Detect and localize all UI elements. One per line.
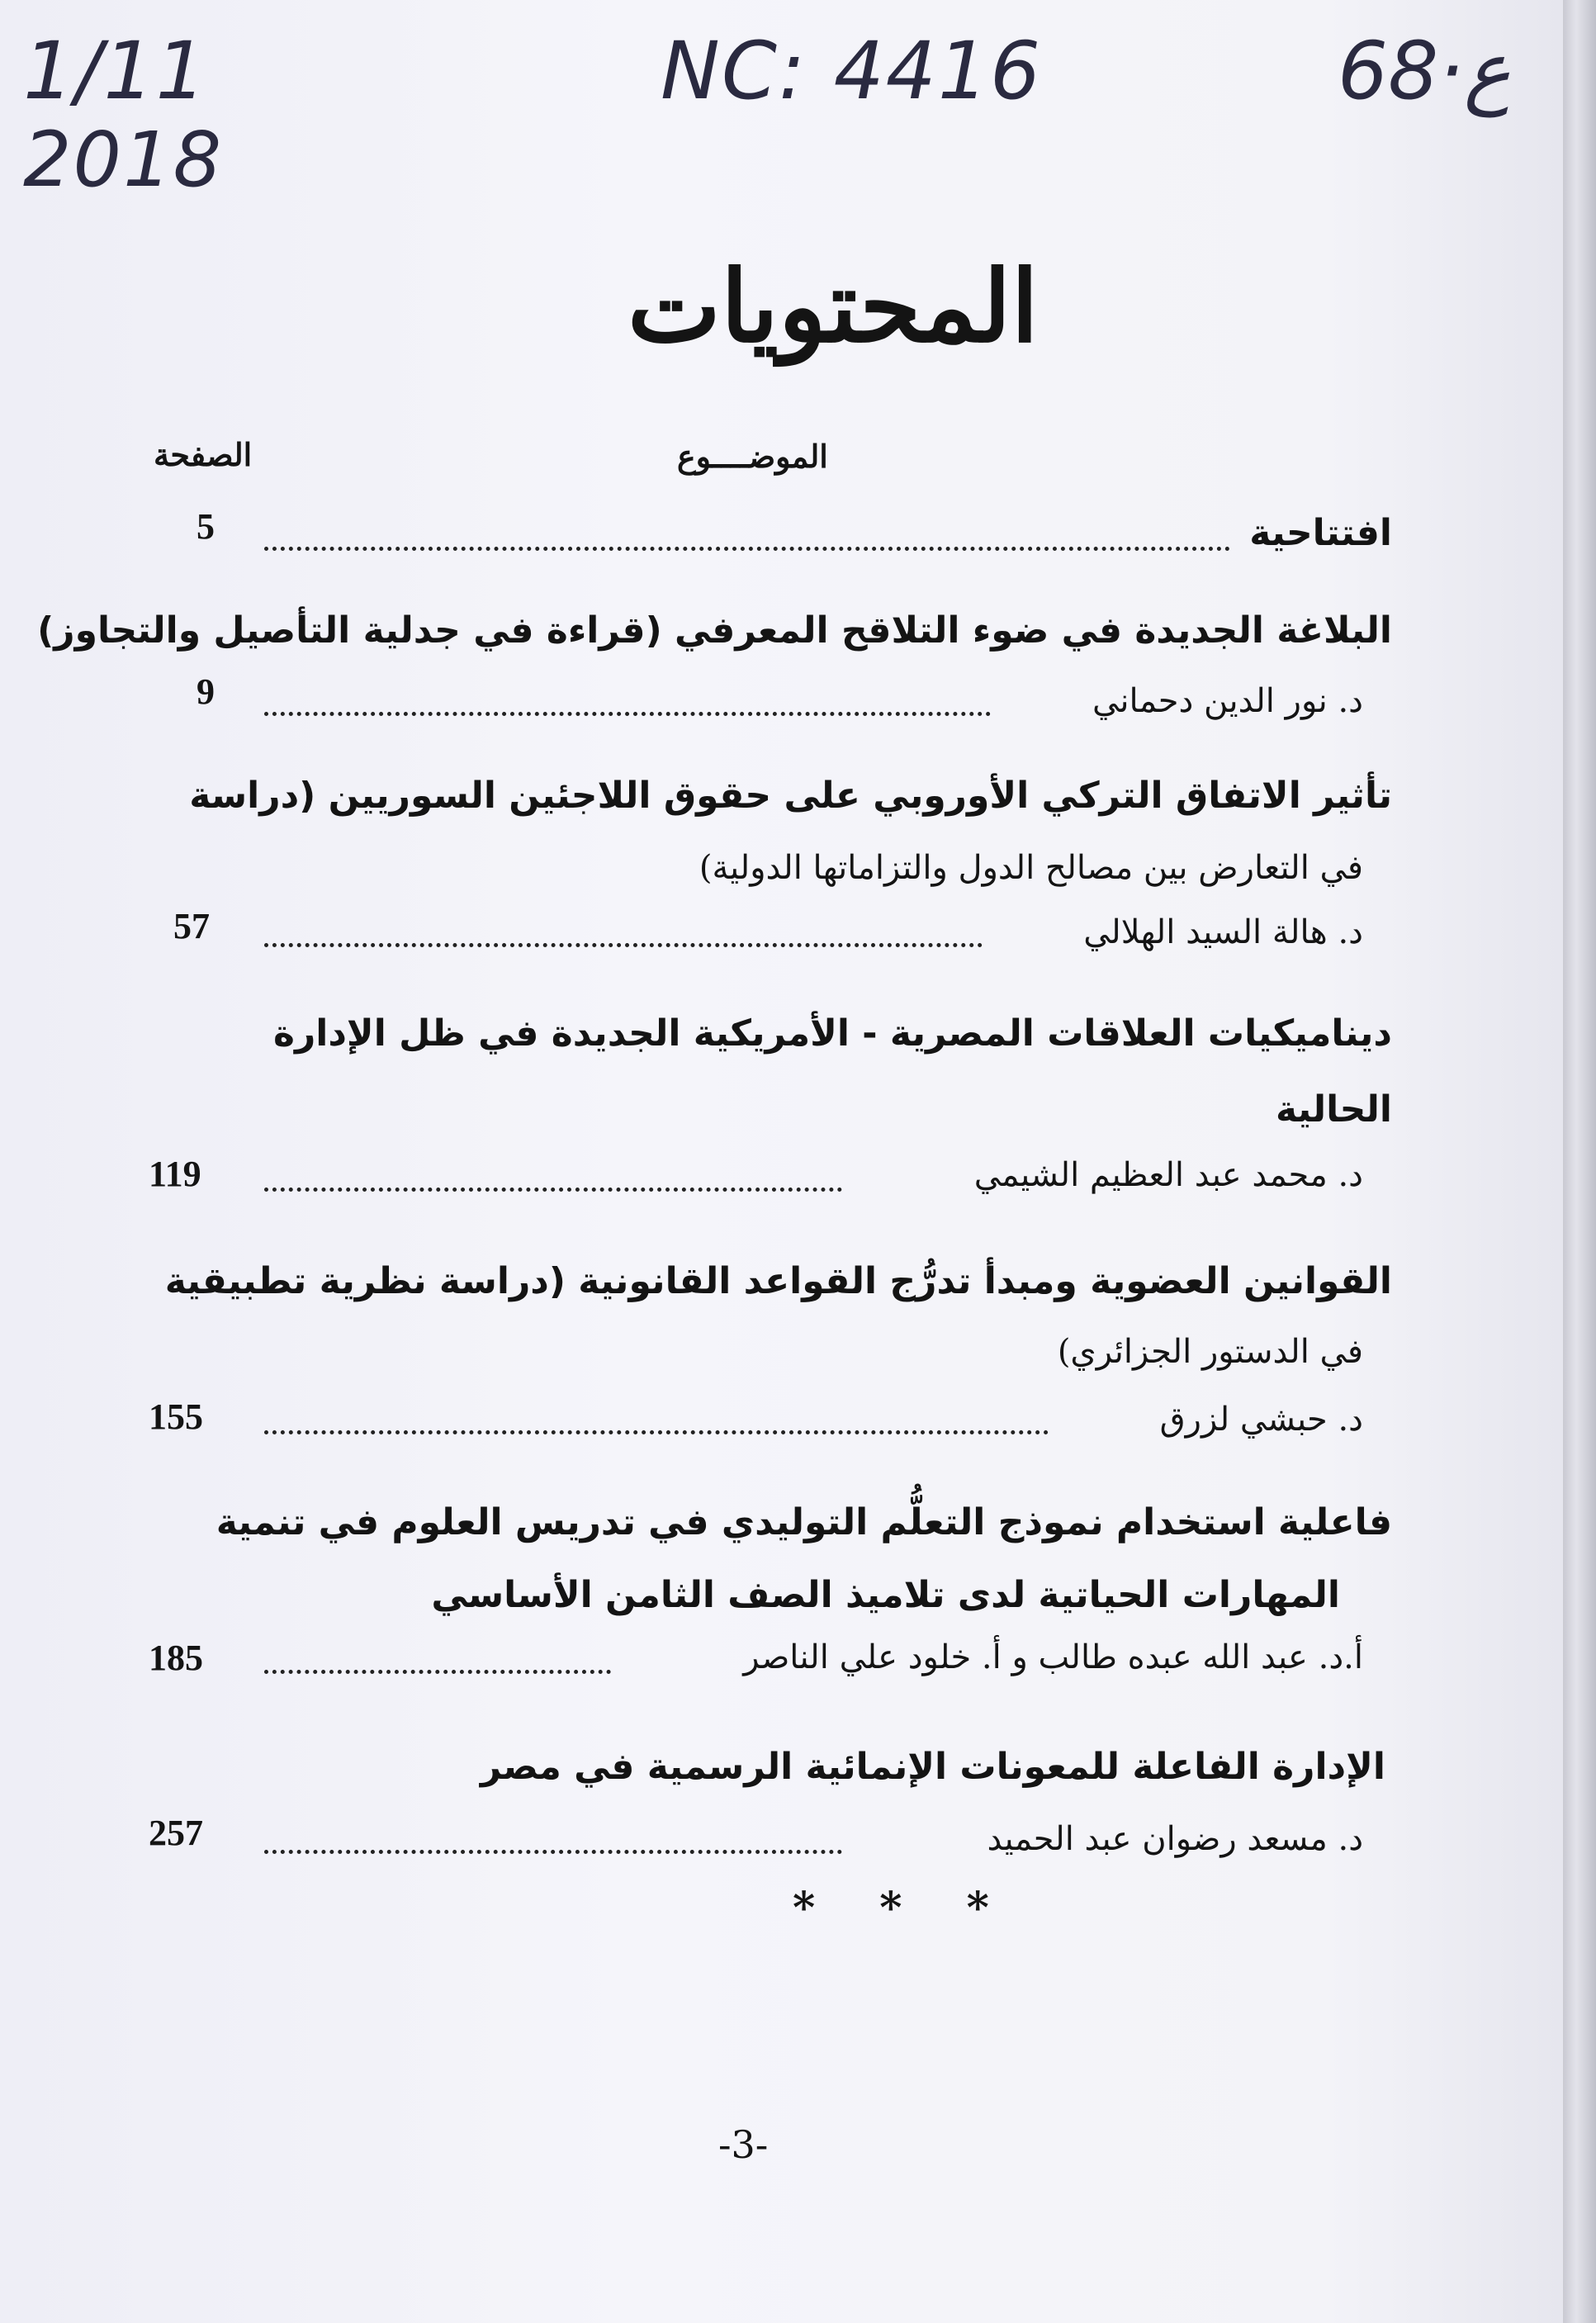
entry-title-continued: الحالية: [1275, 1088, 1392, 1131]
entry-page: 257: [149, 1813, 203, 1853]
leader-dots: [264, 1188, 842, 1192]
handwritten-call-number: NC: 4416: [661, 25, 1043, 117]
topic-column-header: الموضــــوع: [677, 438, 828, 475]
entry-author: د. محمد عبد العظيم الشيمي: [973, 1156, 1363, 1194]
entry-title: الإدارة الفاعلة للمعونات الإنمائية الرسمية في مصر: [480, 1746, 1385, 1788]
leader-dots: [264, 1430, 1049, 1434]
entry-title: البلاغة الجديدة في ضوء التلاقح المعرفي (قراءة في جدلية التأصيل والتجاوز): [37, 609, 1392, 652]
page-title: المحتويات: [628, 249, 1039, 365]
handwritten-date: 1/11: [23, 25, 208, 117]
entry-author: د. نور الدين دحماني: [1092, 682, 1363, 720]
page-edge: [1563, 0, 1596, 2323]
entry-author: د. هالة السيد الهلالي: [1083, 913, 1363, 951]
entry-page: 119: [149, 1154, 201, 1194]
leader-dots: [264, 1670, 611, 1674]
leader-dots: [264, 1850, 842, 1854]
page-column-header: الصفحة: [154, 436, 253, 473]
handwritten-code: 68·ع: [1338, 25, 1511, 117]
entry-title: تأثير الاتفاق التركي الأوروبي على حقوق اللاجئين السوريين (دراسة: [189, 775, 1392, 817]
entry-page: 155: [149, 1396, 203, 1437]
section-separator: * * *: [793, 1883, 1014, 1933]
entry-title: افتتاحية: [1249, 512, 1392, 554]
entry-title: القوانين العضوية ومبدأ تدرُّج القواعد القانونية (دراسة نظرية تطبيقية: [164, 1260, 1392, 1302]
handwritten-year: 2018: [23, 116, 224, 204]
entry-author: د. حبشي لزرق: [1159, 1401, 1363, 1439]
leader-dots: [264, 547, 1230, 551]
entry-title: فاعلية استخدام نموذج التعلُّم التوليدي في تدريس العلوم في تنمية: [215, 1501, 1392, 1543]
entry-page: 5: [197, 506, 215, 547]
entry-title: ديناميكيات العلاقات المصرية - الأمريكية الجديدة في ظل الإدارة: [272, 1012, 1392, 1055]
leader-dots: [264, 712, 991, 716]
leader-dots: [264, 943, 983, 947]
page-number: -3-: [718, 2122, 769, 2167]
entry-page: 57: [173, 906, 210, 946]
entry-author: د. مسعد رضوان عبد الحميد: [987, 1820, 1363, 1858]
entry-title-continued: في التعارض بين مصالح الدول والتزاماتها الدولية): [699, 849, 1363, 887]
entry-author: أ.د. عبد الله عبده طالب و أ. خلود علي الناصر: [743, 1638, 1363, 1676]
entry-page: 9: [197, 671, 215, 712]
entry-title-continued: المهارات الحياتية لدى تلاميذ الصف الثامن الأساسي: [431, 1574, 1340, 1616]
entry-page: 185: [149, 1638, 203, 1678]
entry-title-continued: في الدستور الجزائري): [1057, 1333, 1363, 1371]
